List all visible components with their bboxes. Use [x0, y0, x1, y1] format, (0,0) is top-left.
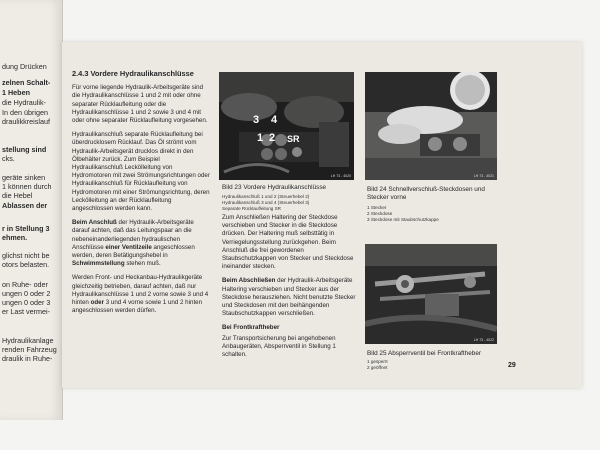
left-page-line: geräte sinken [2, 173, 46, 182]
photo-code: LH 73 - 4022 [473, 338, 494, 342]
left-page-line: glichst nicht be [2, 251, 50, 260]
text-span: Werden Front- und Heckanbau-Hydraulikgeräte gleichzeitig betrieben, darauf achten, daß nur Hydraulikanschlüsse 1 und 2 vorne sowie 3 und 4 hinten [72, 274, 209, 307]
left-page-line: dung Drücken [2, 62, 47, 71]
caption-figure-25: Bild 25 Absperrventil bei Frontkraftheber [367, 350, 482, 357]
legend-item: 3 Steckdose mit Staubschutzkappe [367, 216, 439, 222]
text-span: 3 und 4 vorne sowie 1 und 2 hinten angeschlossen werden dürfen. [72, 299, 203, 315]
photo-illustration [219, 72, 354, 180]
photo-label: 1 [257, 132, 264, 144]
legend-item: Hydraulikanschluß 1 und 2 (Steuerhebel 2) [222, 194, 310, 199]
photo-label: SR [287, 134, 300, 144]
legend-item: 1 gesperrt [367, 359, 388, 364]
legend-item: Hydraulikanschluß 3 und 4 (Steuerhebel 3) [222, 199, 310, 205]
left-page-line: cks. [2, 154, 15, 163]
left-page-line: ungen 0 oder 2 [2, 289, 51, 298]
photo-label: 3 [253, 114, 260, 126]
left-page [0, 0, 63, 420]
page-number: 29 [508, 362, 516, 369]
left-page-line: otors belasten. [2, 260, 50, 269]
left-page-line: draulikkreislauf [2, 117, 50, 126]
column-1 [72, 70, 212, 321]
photo-front-hydraulic-connections [219, 72, 354, 180]
left-page-line: ungen 0 oder 3 [2, 298, 51, 307]
left-page-line: Hydraulikanlage [2, 336, 54, 345]
left-page-line: Ablassen der [2, 201, 48, 210]
legend-item: 2 Steckdose [367, 210, 393, 216]
paragraph-connection [72, 219, 212, 268]
subheading-front-lift: Bei Frontkraftheber [222, 324, 280, 332]
left-page-line: stellung sind [2, 145, 47, 154]
left-page-line: die Hebel [2, 191, 33, 200]
legend-figure-24 [367, 205, 499, 222]
legend-item: 2 geöffnet [367, 364, 388, 370]
left-page-line: on Ruhe- oder [2, 280, 48, 289]
photo-quick-couplers [365, 72, 497, 180]
bold-term: einer Ventilzeile [105, 243, 152, 251]
legend-figure-25 [367, 359, 499, 371]
bold-term: Schwimmstellung [72, 260, 125, 268]
photo-shutoff-valve [365, 244, 497, 344]
paragraph-return-line: Hydraulikanschluß separate Rücklaufleitung bei überdrucklosem Rücklauf. Das Öl strömt vom Hydraulik-Arbeitsgerät drucklos direkt in den Ölbehälter zurück. Zum Beispiel Hydraulikanschluß Leckölleitung von Hydromotoren mit zwei Strömungsrichtungen oder Hydraulikanschluß für Rücklaufleitung von Hydromotoren mit einer Strömungsrichtung, deren Leckölleitung an der Rücklaufleitung angeschlossen werden kann. [72, 131, 210, 213]
photo-code: LH 73 - 4020 [330, 174, 351, 178]
photo-code: LH 73 - 4021 [473, 174, 494, 178]
legend-item: 1 Stecker [367, 205, 387, 210]
caption-figure-24: Bild 24 Schnellverschluß-Steckdosen und Stecker vorne [367, 186, 485, 201]
text-span: der Hydraulik-Arbeitsgeräte Haltering verschieben und Stecker aus der Steckdose herausziehen. Nicht benutzte Stecker und Steckdosen mit den beihängenden Staubschutzkappen verschließen. [222, 277, 356, 318]
paragraph-transport: Zur Transportsicherung bei angehobenen Anbaugeräten, Absperrventil in Stellung 1 schalten. [222, 334, 336, 359]
paragraph-intro: Für vorne liegende Hydraulik-Arbeitsgeräte sind die Hydraulikanschlüsse 1 und 2 mit oder ohne separater Rücklaufleitung oder die Hydraulikanschlüsse 1 und 2 sowie 3 und 4 mit oder ohne separater Rücklaufleitung vorgesehen. [72, 84, 208, 125]
text-span: stehen muß. [124, 260, 161, 268]
paragraph-front-rear [72, 274, 212, 315]
paragraph-disconnect [222, 277, 358, 318]
legend-item: Separate Rücklaufleitung SR [222, 205, 281, 211]
left-page-line: zelnen Schalt- [2, 78, 51, 87]
left-page-line: die Hydraulik- [2, 98, 46, 107]
legend-figure-23 [222, 194, 362, 211]
column-2 [222, 214, 358, 365]
left-page-line: 1 Heben [2, 88, 30, 97]
left-page-line: r in Stellung 3 [2, 224, 50, 233]
bold-term: Beim Abschließen [222, 277, 276, 285]
caption-figure-23: Bild 23 Vordere Hydraulikanschlüsse [222, 184, 327, 191]
left-page-line: In den übrigen [2, 108, 48, 117]
photo-label: 2 [269, 132, 276, 144]
section-heading: 2.4.3 Vordere Hydraulikanschlüsse [72, 69, 194, 78]
left-page-line: draulik in Ruhe- [2, 354, 53, 363]
text-span: der Hydraulik-Arbeitsgeräte darauf achten, daß das Leitungspaar an die nebeneinanderliegenden hydraulischen Anschlüsse [72, 219, 194, 251]
photo-illustration [365, 72, 497, 180]
photo-label: 4 [271, 114, 278, 126]
left-page-line: 1 können durch [2, 182, 52, 191]
left-page-line: er Last vermei- [2, 307, 50, 316]
text-span: angeschlossen werden, deren Betätigungshebel in [72, 243, 195, 260]
paragraph-connect: Zum Anschließen Haltering der Steckdose verschieben und Stecker in die Steckdose drücken. Der Haltering muß selbsttätig in Verriegelungsstellung zurückgehen. Beim Anschluß die frei gewordenen Staubschutzkappen von Stecker und Steckdose ineinander stecken. [222, 214, 354, 271]
left-page-line: renden Fahrzeug [2, 345, 57, 354]
left-page-line: ehmen. [2, 233, 28, 242]
bold-term: Beim Anschluß [72, 219, 117, 227]
bold-term: oder [90, 299, 104, 307]
photo-illustration [365, 244, 497, 344]
